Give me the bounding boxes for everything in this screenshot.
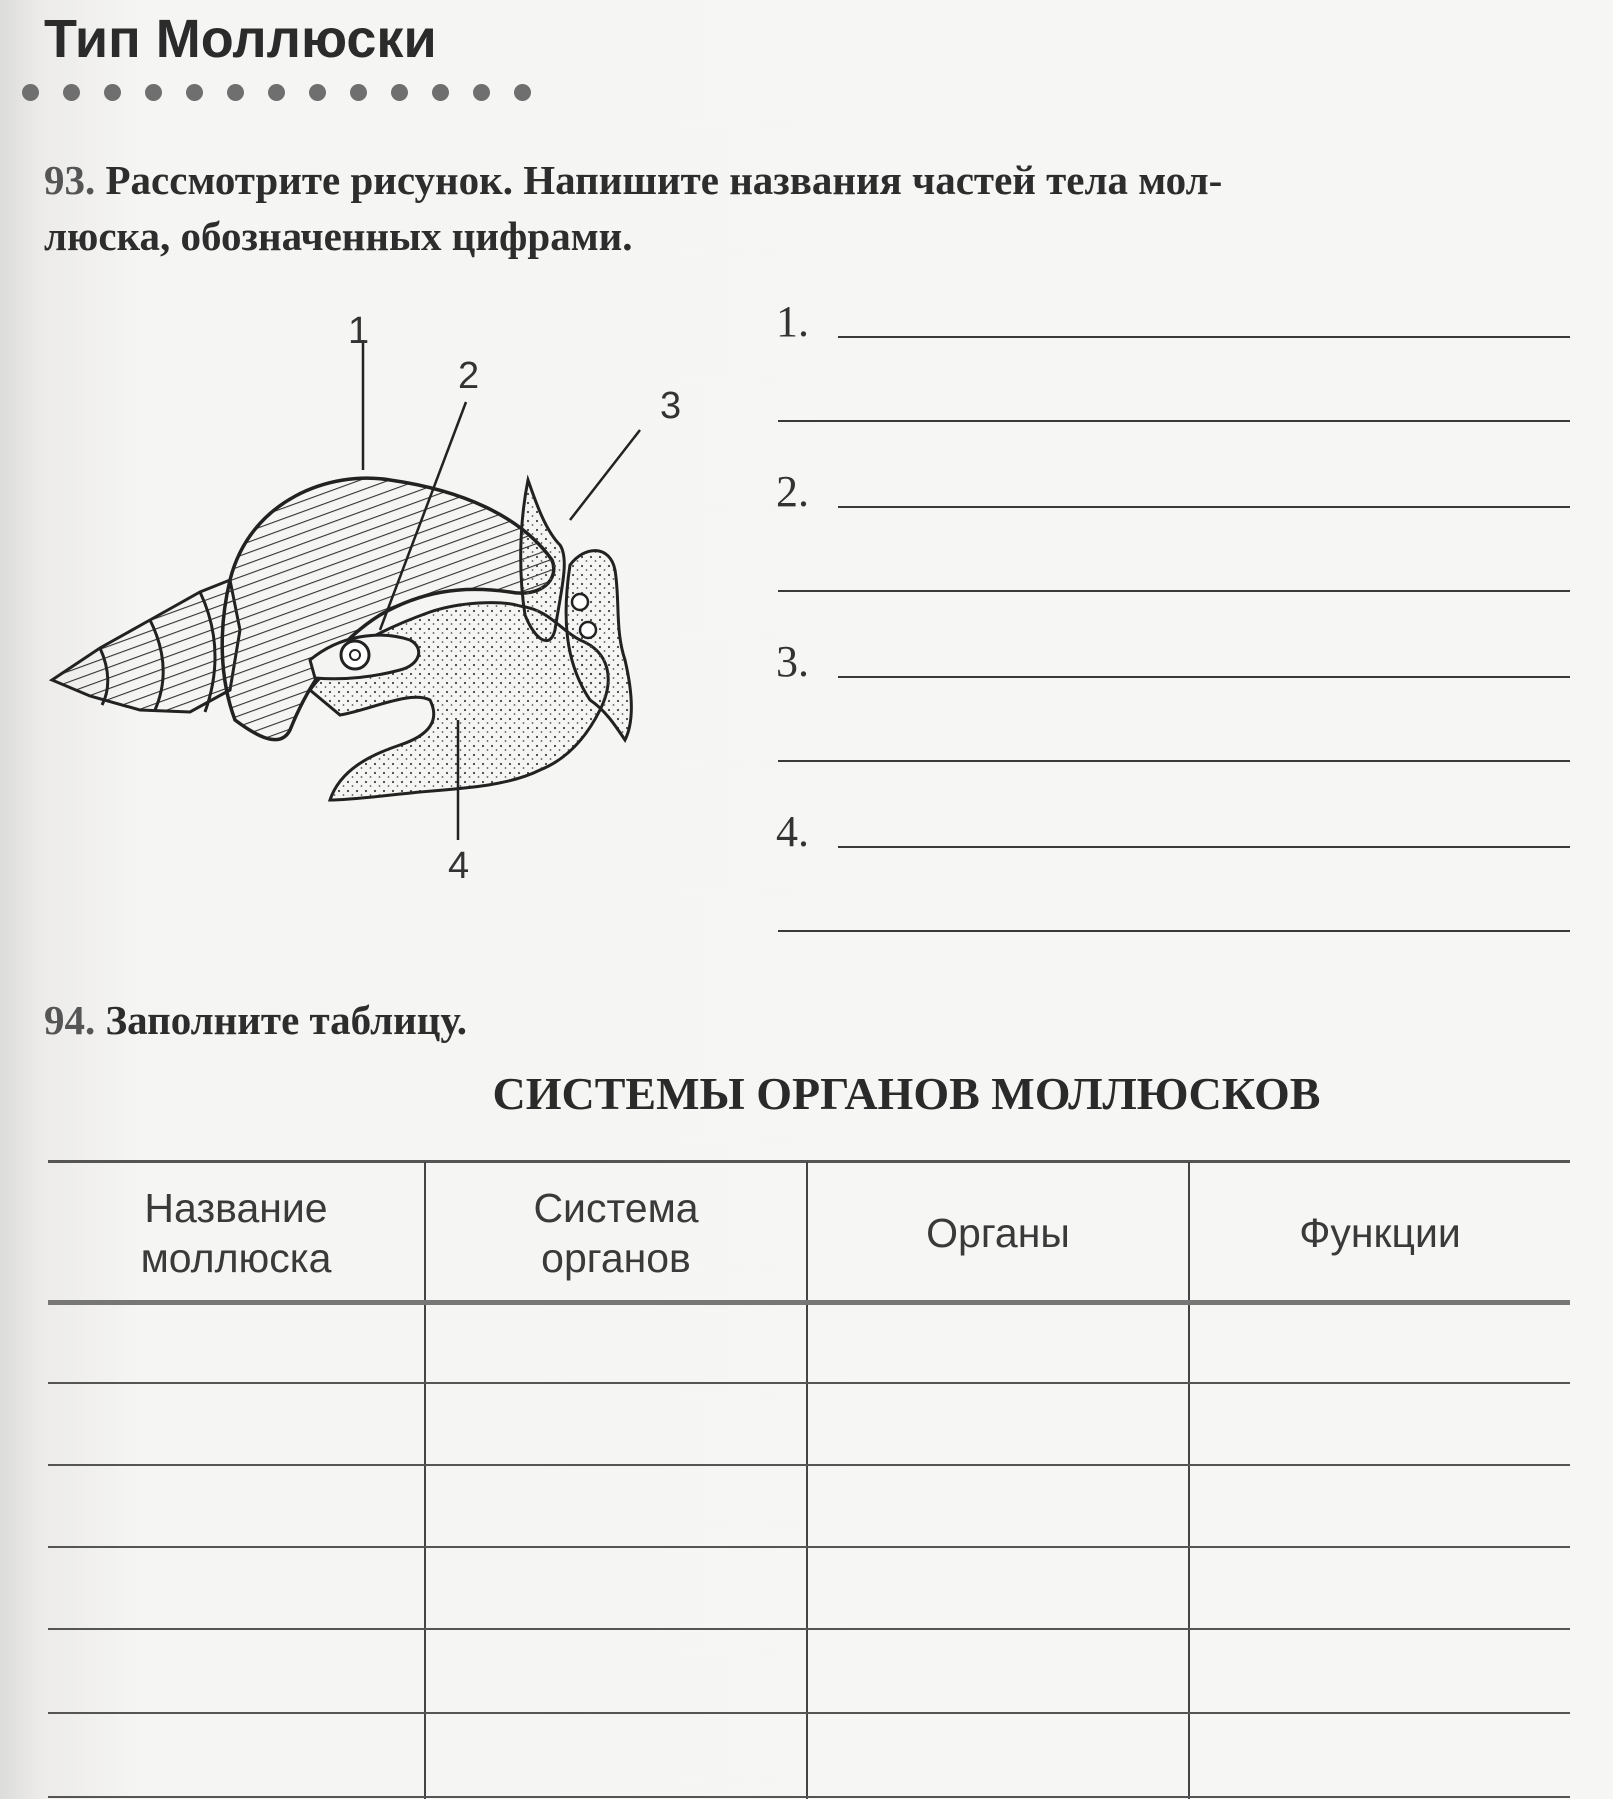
task-94-text: Заполните таблицу. <box>105 997 468 1043</box>
table-row[interactable] <box>48 1382 1570 1384</box>
table-row[interactable] <box>48 1464 1570 1466</box>
pond-snail-illustration <box>40 330 740 910</box>
task-93-number: 93. <box>44 157 96 203</box>
section-title: Тип Моллюски <box>44 9 437 69</box>
eye <box>580 622 596 638</box>
divider-dot <box>22 84 39 101</box>
answer-number-3: 3. <box>776 637 809 686</box>
header-organs: Органы <box>926 1209 1070 1256</box>
task-93-text-line1: Рассмотрите рисунок. Напишите названия частей тела мол- <box>105 157 1223 203</box>
divider-dot <box>309 84 326 101</box>
header-mollusk-name-line2: моллюска <box>140 1234 332 1281</box>
divider-dot <box>432 84 449 101</box>
divider-dot <box>268 84 285 101</box>
divider-dot <box>63 84 80 101</box>
answer-line-1-continued[interactable] <box>778 420 1570 422</box>
tentacle <box>521 480 565 641</box>
header-organ-system <box>426 1165 806 1300</box>
task-93-text-line2: люска, обозначенных цифрами. <box>44 213 633 259</box>
answer-number-4: 4. <box>776 807 809 856</box>
snail-figure <box>40 310 740 910</box>
answer-line-3[interactable] <box>838 676 1570 678</box>
divider-dot <box>391 84 408 101</box>
divider-dot <box>186 84 203 101</box>
task-93-prompt <box>44 152 1574 264</box>
figure-label-3: 3 <box>660 385 682 427</box>
header-organ-system-line2: органов <box>541 1234 691 1281</box>
divider-dot <box>350 84 367 101</box>
answer-line-4[interactable] <box>838 846 1570 848</box>
answer-number-1: 1. <box>776 297 809 346</box>
answer-line-2[interactable] <box>838 506 1570 508</box>
header-mollusk-name-line1: Название <box>144 1184 328 1231</box>
table-title: СИСТЕМЫ ОРГАНОВ МОЛЛЮСКОВ <box>492 1068 1321 1119</box>
divider-dot <box>514 84 531 101</box>
dotted-divider <box>0 80 540 102</box>
table-row[interactable] <box>48 1712 1570 1714</box>
task-94-prompt <box>44 992 467 1048</box>
pointer-line-3 <box>570 430 640 520</box>
answer-line-4-continued[interactable] <box>778 930 1570 932</box>
answer-line-2-continued[interactable] <box>778 590 1570 592</box>
divider-dot <box>104 84 121 101</box>
table-top-border <box>48 1160 1570 1163</box>
table-header-border <box>48 1300 1570 1305</box>
answer-number-2: 2. <box>776 467 809 516</box>
table-row[interactable] <box>48 1628 1570 1630</box>
answer-line-3-continued[interactable] <box>778 760 1570 762</box>
answer-line-1[interactable] <box>838 336 1570 338</box>
divider-dot <box>473 84 490 101</box>
header-organ-system-line1: Система <box>533 1184 699 1231</box>
task-94-number: 94. <box>44 997 96 1043</box>
eye <box>572 594 588 610</box>
figure-label-4: 4 <box>448 845 470 887</box>
header-functions: Функции <box>1299 1209 1461 1256</box>
table-row[interactable] <box>48 1796 1570 1798</box>
divider-dot <box>227 84 244 101</box>
header-mollusk-name <box>48 1165 424 1300</box>
figure-label-2: 2 <box>458 355 480 397</box>
divider-dot <box>145 84 162 101</box>
figure-label-1: 1 <box>348 310 370 352</box>
table-row[interactable] <box>48 1546 1570 1548</box>
